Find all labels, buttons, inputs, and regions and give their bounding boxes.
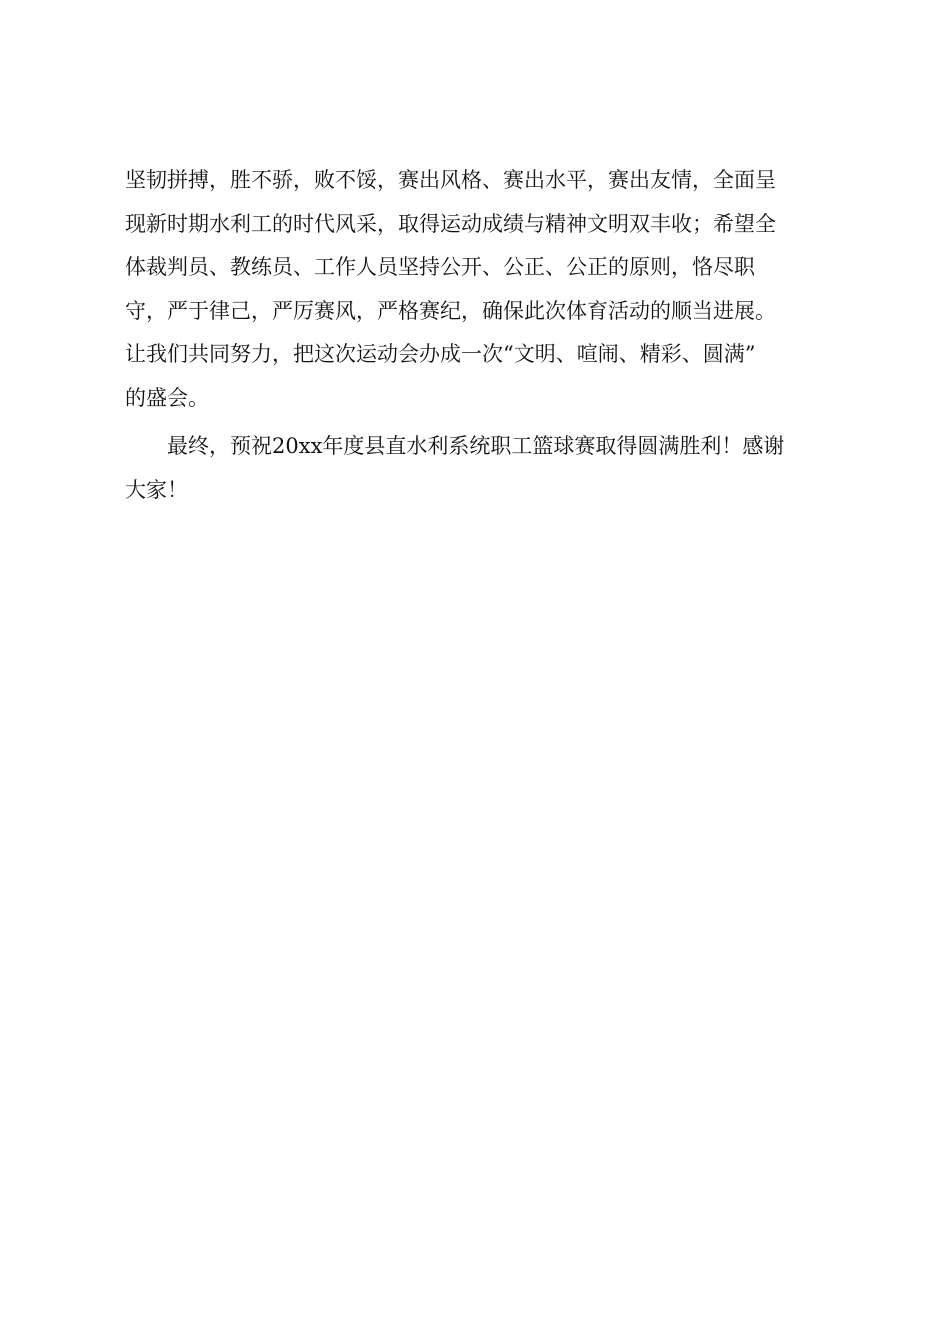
text-line: 大家！ [125,477,188,502]
text-line: 让我们共同努力，把这次运动会办成一次“文明、喧闹、精彩、圆满” [125,342,756,366]
text-line: 最终，预祝20xx年度县直水利系统职工篮球赛取得圆满胜利！感谢 [125,434,785,458]
text-line: 现新时期水利工的时代风采，取得运动成绩与精神文明双丰收；希望全 [125,211,776,236]
paragraph-final-wishes [125,425,835,512]
text-line: 的盛会。 [125,385,209,410]
paragraph-closing-appeal [125,159,835,420]
document-body [125,159,835,512]
text-line: 守，严于律己，严厉赛风，严格赛纪，确保此次体育活动的顺当进展。 [125,298,776,323]
text-line: 体裁判员、教练员、工作人员坚持公开、公正、公正的原则，恪尽职 [125,255,755,279]
text-line: 坚韧拼搏，胜不骄，败不馁，赛出风格、赛出水平，赛出友情，全面呈 [125,168,776,192]
